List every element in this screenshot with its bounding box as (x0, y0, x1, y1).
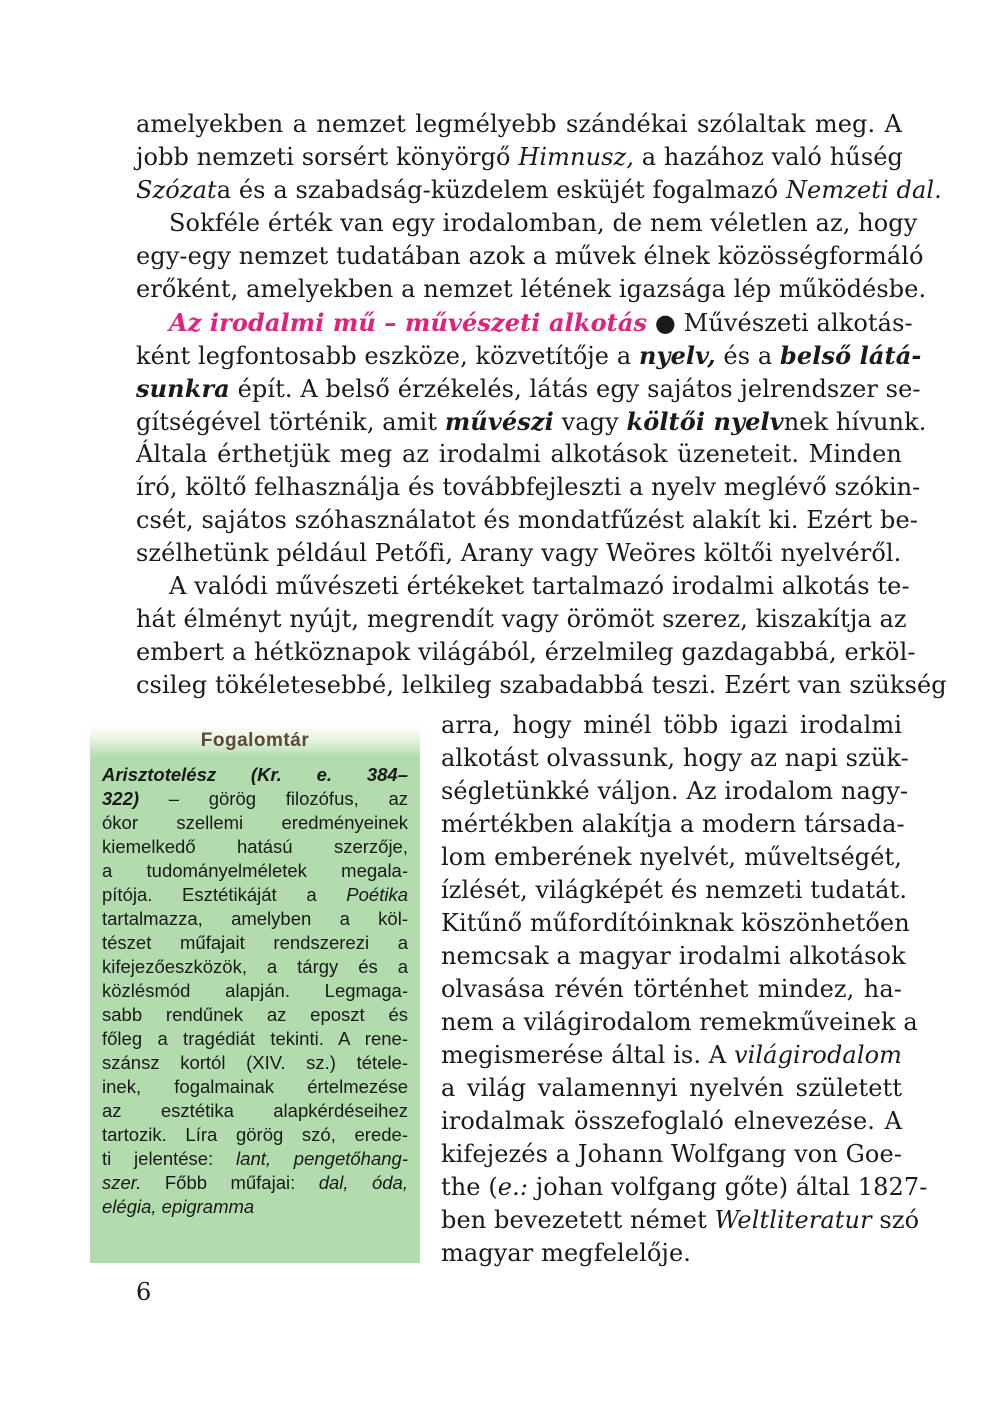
glossary-text-line: ti jelentése: lant, pengetőhang- (102, 1148, 408, 1169)
body-text-line: embert a hétköznapok világából, érzelmileg gazdagabbá, erköl- (136, 638, 916, 666)
glossary-text-line: elégia, epigramma (102, 1196, 255, 1217)
body-text-line: Szózata és a szabadság-küzdelem esküjét fogalmazó Nemzeti dal. (136, 176, 942, 204)
body-text-line: irodalmak összefoglaló elnevezése. A (441, 1107, 902, 1135)
glossary-title: Fogalomtár (90, 725, 420, 757)
glossary-box (90, 725, 420, 1263)
body-text-line: kifejezés a Johann Wolfgang von Goe- (441, 1140, 902, 1168)
body-text-line: arra, hogy minél több igazi irodalmi (441, 711, 902, 739)
body-text-line: hát élményt nyújt, megrendít vagy örömöt szerez, kiszakítja az (136, 605, 907, 633)
body-text-line: Általa érthetjük meg az irodalmi alkotások üzeneteit. Minden (136, 440, 902, 468)
glossary-text-line: Arisztotelész (Kr. e. 384– (102, 764, 408, 785)
body-text-line: amelyekben a nemzet legmélyebb szándékai szólaltak meg. A (136, 110, 902, 138)
body-text-line: ségletünkké váljon. Az irodalom nagy- (441, 777, 909, 805)
body-text-line: ként legfontosabb eszköze, közvetítője a nyelv, és a belső látá- (136, 341, 922, 370)
body-text-line: Kitűnő műfordítóinknak köszönhetően (441, 909, 910, 937)
body-text-line: nem a világirodalom remekműveinek a (441, 1008, 918, 1036)
glossary-text-line: inek, fogalmainak értelmezése (102, 1076, 408, 1097)
body-text-line: jobb nemzeti sorsért könyörgő Himnusz, a hazához való hűség (136, 143, 903, 171)
glossary-text-line: sabb rendűnek az eposzt és (102, 1004, 408, 1025)
body-text-line: ízlését, világképét és nemzeti tudatát. (441, 876, 908, 904)
body-text-line: magyar megfelelője. (441, 1239, 691, 1267)
body-text-line: Az irodalmi mű – művészeti alkotás ● Művészeti alkotás- (169, 308, 913, 337)
glossary-text-line: kiemelkedő hatású szerzője, (102, 836, 408, 857)
body-text-line: nemcsak a magyar irodalmi alkotások (441, 942, 906, 970)
glossary-text-line: 322) – görög filozófus, az (102, 788, 408, 809)
body-text-line: egy-egy nemzet tudatában azok a művek élnek közösségformáló (136, 242, 924, 270)
body-text-line: szélhetünk például Petőfi, Arany vagy Weöres költői nyelvéről. (136, 539, 902, 567)
body-text-line: mértékben alakítja a modern társada- (441, 810, 905, 838)
body-text-line: erőként, amelyekben a nemzet létének igazsága lép működésbe. (136, 275, 927, 303)
body-text-line: sunkra épít. A belső érzékelés, látás egy sajátos jelrendszer se- (136, 374, 921, 403)
glossary-text-line: ókor szellemi eredményeinek (102, 812, 408, 833)
glossary-text-line: kifejezőeszközök, a tárgy és a (102, 956, 408, 977)
page-number: 6 (136, 1278, 152, 1306)
glossary-text-line: szer. Főbb műfajai: dal, óda, (102, 1172, 408, 1193)
glossary-text-line: tészet műfajait rendszerezi a (102, 932, 408, 953)
glossary-text-line: a tudományelméletek megala- (102, 860, 408, 881)
body-text-line: író, költő felhasználja és továbbfejleszti a nyelv meglévő szókin- (136, 473, 921, 501)
glossary-text-line: főleg a tragédiát tekinti. A rene- (102, 1028, 408, 1049)
body-text-line: csileg tökéletesebbé, lelkileg szabadabbá teszi. Ezért van szükség (136, 671, 947, 699)
body-text-line: Sokféle érték van egy irodalomban, de nem véletlen az, hogy (169, 209, 918, 237)
body-text-line: lom emberének nyelvét, műveltségét, (441, 843, 902, 871)
body-text-line: ben bevezetett német Weltliteratur szó (441, 1206, 920, 1234)
body-text-line: gítségével történik, amit művészi vagy költői nyelvnek hívunk. (136, 407, 927, 436)
body-text-line: csét, sajátos szóhasználatot és mondatfűzést alakít ki. Ezért be- (136, 506, 918, 534)
section-heading: Az irodalmi mű – művészeti alkotás (169, 308, 648, 337)
glossary-text-line: az esztétika alapkérdéseihez (102, 1100, 408, 1121)
body-text-line: alkotást olvassunk, hogy az napi szük- (441, 744, 909, 772)
glossary-text-line: közlésmód alapján. Legmaga- (102, 980, 408, 1001)
body-text-line: the (e.: johan volfgang gőte) által 1827- (441, 1173, 928, 1201)
bullet-icon: ● (647, 309, 684, 337)
body-text-line: a világ valamennyi nyelvén született (441, 1074, 902, 1102)
body-text-line: olvasása révén történhet mindez, ha- (441, 975, 902, 1003)
body-text-line: megismerése által is. A világirodalom (441, 1041, 903, 1069)
body-text-line: A valódi művészeti értékeket tartalmazó irodalmi alkotás te- (169, 572, 910, 600)
glossary-text-line: tartozik. Líra görög szó, erede- (102, 1124, 408, 1145)
glossary-text-line: pítója. Esztétikáját a Poétika (102, 884, 408, 905)
glossary-text-line: szánsz kortól (XIV. sz.) tétele- (102, 1052, 408, 1073)
glossary-text-line: tartalmazza, amelyben a köl- (102, 908, 408, 929)
